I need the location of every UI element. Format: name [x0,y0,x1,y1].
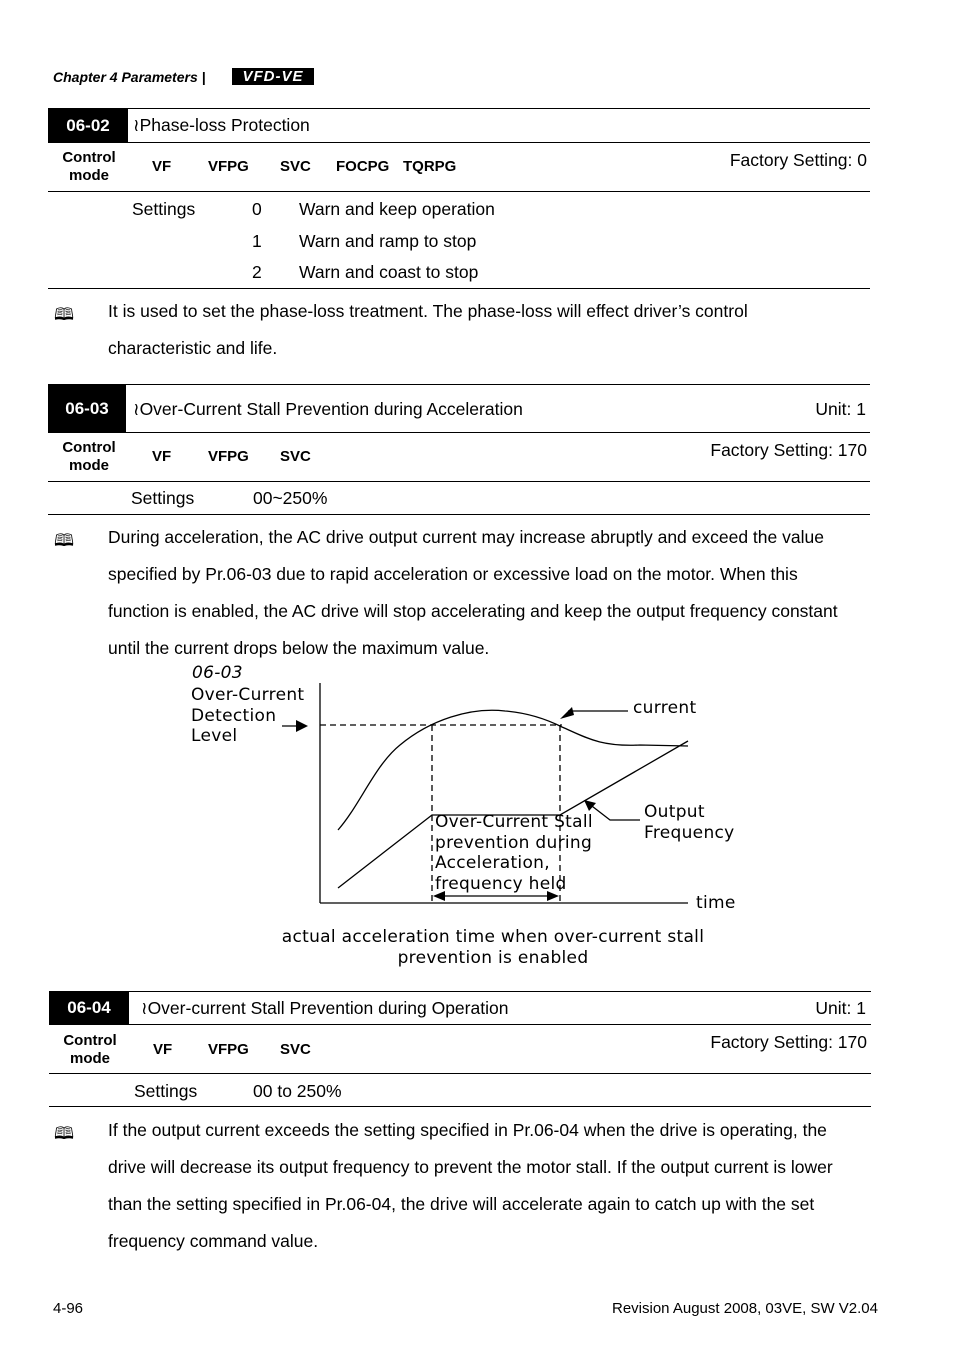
mode-tqrpg: TQRPG [403,158,457,175]
output-label-line2: Frequency [644,823,735,843]
header-separator: | [201,69,206,85]
stall-label-line3: Acceleration, [435,853,550,873]
book-icon: 🕮 [54,1124,75,1143]
edit-icon: ≀ [133,399,140,419]
settings-range: 00 to 250% [253,1081,342,1101]
divider [48,384,870,385]
param-label: 06-03 [192,663,243,683]
mode-vf: VF [152,448,172,465]
unit-label: Unit: 1 [815,399,866,419]
param-code-0603: 06-03 [48,385,126,432]
frequency-pointer [588,803,640,820]
setting-text: Warn and keep operation [299,199,495,219]
mode-vf: VF [152,158,172,175]
mode-focpg: FOCPG [336,158,390,175]
note-0603: During acceleration, the AC drive output current may increase abruptly and exceed the value specified by Pr.06-03 due to rapid acceleration or excessive load on the motor. When this function is enabled, the AC drive will stop accelerating and keep the output frequency constant until the current drops below the maximum value. [108,527,838,658]
page-number: 4-96 [53,1300,84,1317]
control-mode-label: Control mode [62,439,116,474]
param-title-0604: ≀Over-current Stall Prevention during Operation [141,998,509,1018]
current-label: current [633,698,697,718]
note-0604: If the output current exceeds the setting specified in Pr.06-04 when the drive is operating, the drive will decrease its output frequency to prevent the motor stall. If the output current is lower than the setting specified in Pr.06-04, the drive will accelerate again to catch up with the set frequency command value. [108,1120,833,1251]
mode-svc: SVC [280,448,311,465]
level-label-line1: Over-Current [191,685,305,705]
divider [49,991,871,992]
chapter-header [53,69,206,85]
divider [48,432,870,433]
setting-value: 0 [252,199,262,219]
edit-icon: ≀ [141,998,148,1018]
setting-text: Warn and ramp to stop [299,231,477,251]
divider [49,1106,871,1107]
setting-value: 1 [252,231,262,251]
mode-svc: SVC [280,1041,311,1058]
settings-range: 00~250% [253,488,328,508]
settings-label: Settings [132,199,196,219]
level-label-line3: Level [191,726,238,746]
edit-icon: ≀ [133,115,140,135]
param-code-0602: 06-02 [48,109,128,142]
divider [49,1024,871,1025]
mode-vfpg: VFPG [208,1041,249,1058]
setting-value: 2 [252,262,262,282]
chapter-title: Chapter 4 Parameters [53,69,198,85]
book-icon: 🕮 [54,531,75,550]
param-code-0604: 06-04 [49,992,129,1024]
stall-label-line2: prevention during [435,833,593,853]
setting-text: Warn and coast to stop [299,262,479,282]
factory-setting: Factory Setting: 0 [729,150,867,170]
divider [48,108,870,109]
vfd-ve-logo: VFD-VE [232,68,314,85]
divider [48,191,870,192]
param-title-0602: ≀Phase-loss Protection [133,115,310,135]
divider [49,1073,871,1074]
control-mode-label: Control mode [63,1032,117,1067]
caption-line2: prevention is enabled [397,948,589,968]
settings-label: Settings [134,1081,198,1101]
mode-svc: SVC [280,158,311,175]
factory-setting: Factory Setting: 170 [710,440,867,460]
divider [48,514,870,515]
note-0602: It is used to set the phase-loss treatment. The phase-loss will effect driver’s control characteristic and life. [108,301,748,358]
stall-prevention-diagram [0,655,954,975]
revision-note: Revision August 2008, 03VE, SW V2.04 [612,1300,878,1317]
caption-line1: actual acceleration time when over-current stall [281,927,705,947]
mode-vfpg: VFPG [208,448,249,465]
param-title-0603: ≀Over-Current Stall Prevention during Acceleration [133,399,523,419]
time-label: time [696,893,736,913]
divider [48,288,870,289]
book-icon: 🕮 [54,305,75,324]
stall-label-line1: Over-Current Stall [435,812,593,832]
factory-setting: Factory Setting: 170 [710,1032,867,1052]
mode-vf: VF [153,1041,173,1058]
stall-label-line4: frequency held [435,874,567,894]
divider [48,481,870,482]
level-label-line2: Detection [191,706,277,726]
unit-label: Unit: 1 [815,998,866,1018]
control-mode-label: Control mode [62,149,116,184]
output-label-line1: Output [644,802,705,822]
divider [48,142,870,143]
mode-vfpg: VFPG [208,158,249,175]
settings-label: Settings [131,488,195,508]
